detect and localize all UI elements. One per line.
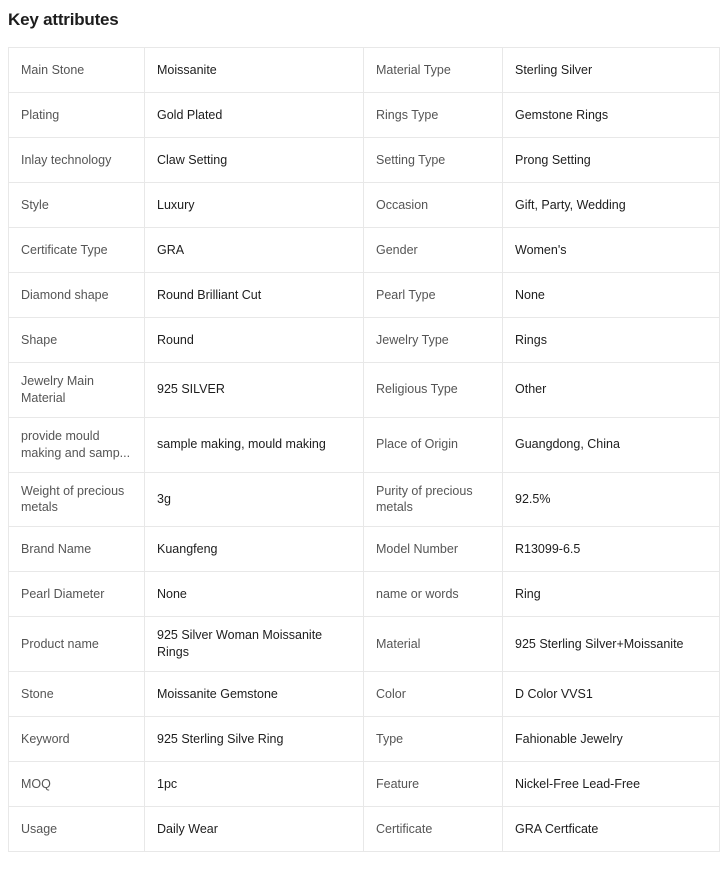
attribute-value: Moissanite	[145, 48, 364, 93]
attribute-key: Keyword	[9, 717, 145, 762]
table-row	[9, 93, 720, 138]
attribute-value: Sterling Silver	[503, 48, 720, 93]
attribute-value: Claw Setting	[145, 138, 364, 183]
attribute-key: Feature	[364, 762, 503, 807]
attribute-key: Jewelry Type	[364, 318, 503, 363]
table-row	[9, 762, 720, 807]
table-row	[9, 472, 720, 527]
attribute-value: Other	[503, 363, 720, 418]
attribute-value: Fahionable Jewelry	[503, 717, 720, 762]
attribute-key: MOQ	[9, 762, 145, 807]
attribute-value: GRA Certficate	[503, 807, 720, 852]
attribute-key: Weight of precious metals	[9, 472, 145, 527]
attribute-key: provide mould making and samp...	[9, 417, 145, 472]
attribute-value: sample making, mould making	[145, 417, 364, 472]
attribute-key: Brand Name	[9, 527, 145, 572]
attribute-key: Stone	[9, 672, 145, 717]
attribute-key: Type	[364, 717, 503, 762]
attribute-value: Round Brilliant Cut	[145, 273, 364, 318]
attribute-key: Shape	[9, 318, 145, 363]
attribute-key: Occasion	[364, 183, 503, 228]
table-row	[9, 138, 720, 183]
table-row	[9, 417, 720, 472]
attribute-value: Women's	[503, 228, 720, 273]
attribute-value: 925 SILVER	[145, 363, 364, 418]
attribute-key: Diamond shape	[9, 273, 145, 318]
attribute-value: Gold Plated	[145, 93, 364, 138]
key-attributes-table	[8, 47, 720, 852]
attribute-value: Round	[145, 318, 364, 363]
table-row	[9, 48, 720, 93]
table-row	[9, 527, 720, 572]
attribute-value: 1pc	[145, 762, 364, 807]
attribute-value: 925 Silver Woman Moissanite Rings	[145, 617, 364, 672]
attribute-key: Place of Origin	[364, 417, 503, 472]
attribute-value: Kuangfeng	[145, 527, 364, 572]
attribute-value: Gemstone Rings	[503, 93, 720, 138]
attribute-value: Luxury	[145, 183, 364, 228]
attribute-key: name or words	[364, 572, 503, 617]
attribute-key: Pearl Type	[364, 273, 503, 318]
table-row	[9, 228, 720, 273]
attribute-key: Main Stone	[9, 48, 145, 93]
attribute-value: Ring	[503, 572, 720, 617]
attribute-key: Purity of precious metals	[364, 472, 503, 527]
attribute-key: Style	[9, 183, 145, 228]
table-row	[9, 273, 720, 318]
attribute-value: 92.5%	[503, 472, 720, 527]
table-row	[9, 363, 720, 418]
attribute-key: Setting Type	[364, 138, 503, 183]
attribute-value: Moissanite Gemstone	[145, 672, 364, 717]
attribute-key: Pearl Diameter	[9, 572, 145, 617]
attribute-key: Product name	[9, 617, 145, 672]
attribute-value: 925 Sterling Silve Ring	[145, 717, 364, 762]
attribute-value: Nickel-Free Lead-Free	[503, 762, 720, 807]
attribute-key: Certificate Type	[9, 228, 145, 273]
attribute-value: Prong Setting	[503, 138, 720, 183]
attribute-key: Gender	[364, 228, 503, 273]
table-row	[9, 572, 720, 617]
table-row	[9, 617, 720, 672]
page-title: Key attributes	[8, 10, 119, 29]
table-row	[9, 318, 720, 363]
attribute-key: Certificate	[364, 807, 503, 852]
attribute-value: Gift, Party, Wedding	[503, 183, 720, 228]
table-row	[9, 672, 720, 717]
attribute-value: Daily Wear	[145, 807, 364, 852]
table-row	[9, 183, 720, 228]
attribute-key: Usage	[9, 807, 145, 852]
attribute-key: Model Number	[364, 527, 503, 572]
attribute-value: Guangdong, China	[503, 417, 720, 472]
table-row	[9, 717, 720, 762]
attribute-value: None	[145, 572, 364, 617]
attribute-key: Inlay technology	[9, 138, 145, 183]
attribute-key: Plating	[9, 93, 145, 138]
attribute-key: Religious Type	[364, 363, 503, 418]
table-row	[9, 807, 720, 852]
attribute-value: Rings	[503, 318, 720, 363]
attribute-value: 925 Sterling Silver+Moissanite	[503, 617, 720, 672]
attribute-key: Material Type	[364, 48, 503, 93]
attribute-key: Material	[364, 617, 503, 672]
attribute-key: Jewelry Main Material	[9, 363, 145, 418]
attribute-value: R13099-6.5	[503, 527, 720, 572]
attribute-value: GRA	[145, 228, 364, 273]
attribute-key: Color	[364, 672, 503, 717]
attribute-value: D Color VVS1	[503, 672, 720, 717]
table-body	[9, 48, 720, 852]
attribute-value: None	[503, 273, 720, 318]
attribute-value: 3g	[145, 472, 364, 527]
attribute-key: Rings Type	[364, 93, 503, 138]
